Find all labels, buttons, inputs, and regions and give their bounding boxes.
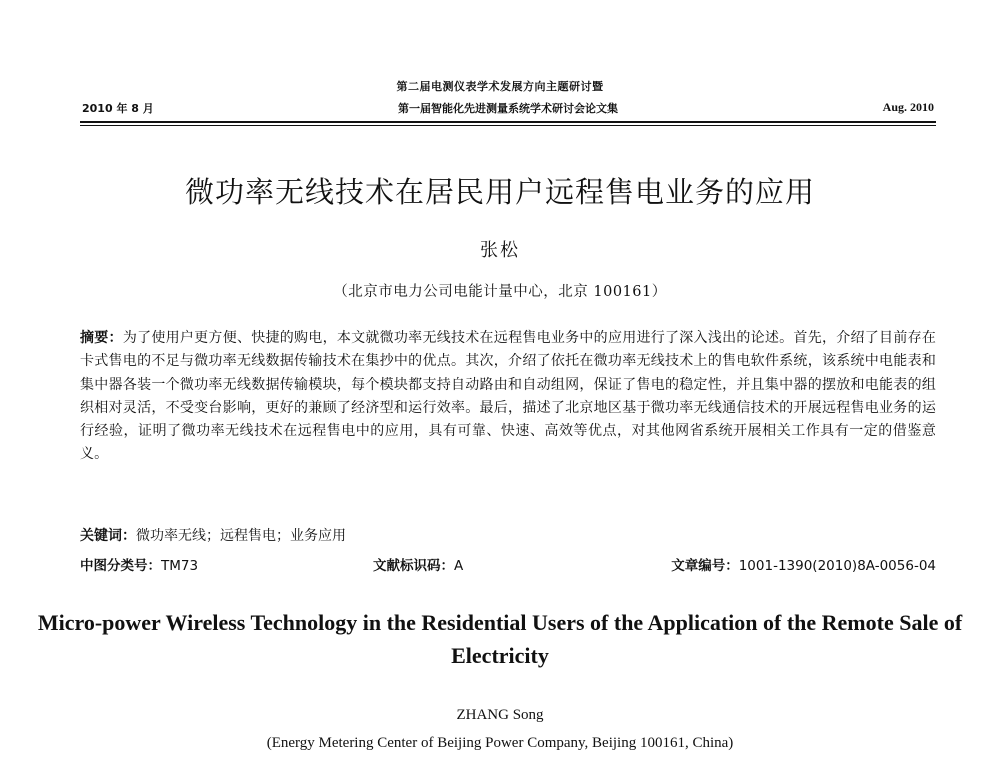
- paper-title-cn: 微功率无线技术在居民用户远程售电业务的应用: [184, 175, 815, 209]
- conference-title-line2: 第一届智能化先进测量系统学术研讨会论文集: [398, 102, 618, 115]
- clc-number: [80, 554, 198, 574]
- paper-title-en: Micro-power Wireless Technology in the Residential Users of the Application of the Remote Sale of Electricity: [37, 610, 963, 668]
- clc-label: 中图分类号：: [80, 558, 161, 574]
- affiliation-cn: （北京市电力公司电能计量中心，北京 100161）: [333, 284, 667, 300]
- header-date-en: Aug. 2010: [882, 100, 934, 114]
- running-header: [82, 100, 934, 118]
- keywords-cn: [80, 525, 346, 545]
- author-en: ZHANG Song: [456, 707, 544, 723]
- author-cn: 张松: [480, 240, 520, 261]
- document-code-value: A: [454, 558, 464, 574]
- conference-title-line1: 第二届电测仪表学术发展方向主题研讨暨: [396, 80, 604, 93]
- abstract-cn: [80, 327, 936, 467]
- article-number: [671, 554, 936, 574]
- abstract-text: 为了使用户更方便、快捷的购电，本文就微功率无线技术在远程售电业务中的应用进行了深入浅出的论述。首先，介绍了目前存在卡式售电的不足与微功率无线数据传输技术在集抄中的优点。其次，介绍了依托在微功率无线技术上的售电软件系统，该系统中电能表和集中器各装一个微功率无线数据传输模块，每个模块都支持自动路由和自动组网，保证了售电的稳定性，并且集中器的摆放和电能表的组织相对灵活，不受变台影响，更好的兼顾了经济型和运行效率。最后，描述了北京地区基于微功率无线通信技术的开展远程售电业务的运行经验，证明了微功率无线技术在远程售电中的应用，具有可靠、快速、高效等优点，对其他网省系统开展相关工作具有一定的借鉴意义。: [80, 330, 937, 463]
- keywords-label: 关键词：: [80, 528, 136, 544]
- abstract-label: 摘要：: [80, 330, 123, 346]
- clc-value: TM73: [161, 558, 199, 574]
- document-code-label: 文献标识码：: [373, 558, 454, 574]
- header-rule: [80, 121, 936, 126]
- header-date-cn: 2010 年 8 月: [82, 102, 154, 115]
- article-number-value: 1001-1390(2010)8A-0056-04: [738, 558, 936, 574]
- keywords-text: 微功率无线；远程售电；业务应用: [136, 528, 346, 544]
- document-code: [373, 554, 463, 574]
- article-number-label: 文章编号：: [671, 558, 739, 574]
- classification-row: [80, 554, 936, 574]
- affiliation-en: (Energy Metering Center of Beijing Power Company, Beijing 100161, China): [266, 735, 734, 751]
